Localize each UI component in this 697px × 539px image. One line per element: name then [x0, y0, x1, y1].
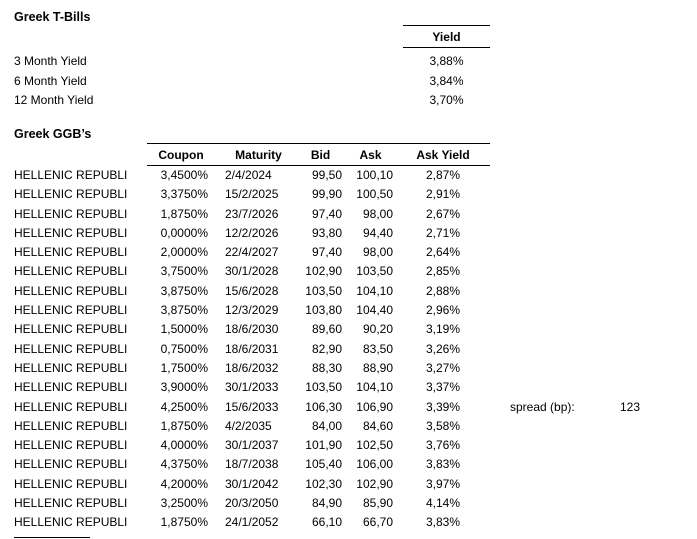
ggb-table-row — [14, 359, 490, 378]
ggb-cell-ask: 94,40 — [362, 225, 393, 240]
ggb-table-row — [14, 378, 490, 397]
ggb-cell-ask: 84,60 — [362, 418, 393, 433]
ggb-cell-coupon: 3,8750% — [160, 283, 208, 298]
ggb-cell-maturity: 15/6/2028 — [225, 283, 279, 298]
ggbs-section-title: Greek GGB’s — [14, 127, 92, 141]
ggb-cell-ask: 98,00 — [362, 206, 393, 221]
ggb-cell-ask-yield: 2,91% — [425, 187, 461, 202]
ggb-cell-maturity: 12/2/2026 — [225, 225, 279, 240]
ggb-table-row — [14, 224, 490, 243]
ggb-cell-ask: 66,70 — [362, 515, 393, 530]
ggb-cell-ask: 98,00 — [362, 245, 393, 260]
ggb-cell-name: HELLENIC REPUBLI — [14, 245, 128, 260]
ggb-cell-bid: 103,50 — [305, 380, 342, 395]
ggb-cell-coupon: 4,3750% — [160, 457, 208, 472]
ggb-cell-ask: 90,20 — [362, 322, 393, 337]
ggb-cell-ask: 83,50 — [362, 341, 393, 356]
ggb-cell-coupon: 3,3750% — [160, 187, 208, 202]
ggb-cell-coupon: 3,4500% — [160, 168, 208, 182]
ggb-cell-ask: 106,90 — [356, 399, 393, 414]
ggb-cell-name: HELLENIC REPUBLI — [14, 438, 128, 453]
ggb-cell-maturity: 23/7/2026 — [225, 206, 279, 221]
ggb-cell-coupon: 4,2000% — [160, 476, 208, 491]
ggb-table-row — [14, 243, 490, 262]
ggb-cell-maturity: 18/6/2031 — [225, 341, 279, 356]
ggb-cell-coupon: 1,8750% — [160, 418, 208, 433]
ggb-cell-maturity: 18/6/2032 — [225, 360, 279, 375]
ggb-table-row — [14, 301, 490, 320]
ggb-cell-name: HELLENIC REPUBLI — [14, 360, 128, 375]
ggb-cell-ask: 104,40 — [356, 303, 393, 318]
ggb-table-row — [14, 282, 490, 301]
tbill-row — [14, 52, 490, 72]
ggb-table-row — [14, 185, 490, 204]
ggb-cell-maturity: 22/4/2027 — [225, 245, 279, 260]
ggb-cell-name: HELLENIC REPUBLI — [14, 341, 128, 356]
ggb-cell-maturity: 30/1/2028 — [225, 264, 279, 279]
ggb-header-coupon: Coupon — [158, 147, 204, 162]
ggb-cell-ask: 104,10 — [356, 380, 393, 395]
ggb-table-row — [14, 166, 490, 185]
ggb-cell-name: HELLENIC REPUBLI — [14, 476, 128, 491]
ggb-table-row — [14, 205, 490, 224]
ggb-cell-ask-yield: 3,37% — [425, 380, 461, 395]
ggb-cell-bid: 93,80 — [311, 225, 342, 240]
ggb-cell-coupon: 3,8750% — [160, 303, 208, 318]
tbill-row-yield-value: 3,88% — [429, 54, 464, 68]
ggb-cell-ask: 88,90 — [362, 360, 393, 375]
ggb-cell-maturity: 2/4/2024 — [225, 168, 272, 182]
ggb-cell-bid: 105,40 — [305, 457, 342, 472]
ggb-cell-ask-yield: 2,64% — [425, 245, 461, 260]
ggb-cell-name: HELLENIC REPUBLI — [14, 264, 128, 279]
ggb-cell-name: HELLENIC REPUBLI — [14, 496, 128, 511]
ggb-cell-name: HELLENIC REPUBLI — [14, 457, 128, 472]
tbills-section-title: Greek T-Bills — [14, 10, 91, 24]
ggb-header-bid: Bid — [310, 147, 331, 162]
ggb-cell-bid: 103,50 — [305, 283, 342, 298]
ggb-cell-maturity: 18/7/2038 — [225, 457, 279, 472]
ggb-cell-ask-yield: 3,19% — [425, 322, 461, 337]
tbills-yield-header-label: Yield — [432, 29, 461, 44]
tbills-yield-column-header — [403, 25, 490, 48]
ggb-cell-ask: 102,50 — [356, 438, 393, 453]
ggb-cell-ask-yield: 3,27% — [425, 360, 461, 375]
ggb-cell-name: HELLENIC REPUBLI — [14, 322, 128, 337]
ggb-cell-ask-yield: 2,71% — [425, 225, 461, 240]
ggb-cell-name: HELLENIC REPUBLI — [14, 418, 128, 433]
ggb-table-row — [14, 262, 490, 281]
ggb-cell-coupon: 1,5000% — [160, 322, 208, 337]
ggb-cell-maturity: 15/2/2025 — [225, 187, 279, 202]
ggb-cell-maturity: 15/6/2033 — [225, 399, 279, 414]
ggb-cell-bid: 101,90 — [305, 438, 342, 453]
ggb-table-row — [14, 513, 490, 532]
tbill-row-label: 3 Month Yield — [14, 54, 87, 68]
tbill-row-yield-value: 3,70% — [429, 93, 464, 107]
ggb-cell-ask: 104,10 — [356, 283, 393, 298]
ggb-cell-ask: 103,50 — [356, 264, 393, 279]
ggb-header-ask-yield: Ask Yield — [416, 147, 470, 162]
ggb-cell-name: HELLENIC REPUBLI — [14, 399, 128, 414]
ggb-cell-ask-yield: 2,96% — [425, 303, 461, 318]
ggb-cell-ask: 85,90 — [362, 496, 393, 511]
ggb-cell-maturity: 30/1/2042 — [225, 476, 279, 491]
ggb-cell-maturity: 18/6/2030 — [225, 322, 279, 337]
ggb-cell-name: HELLENIC REPUBLI — [14, 187, 128, 202]
ggb-cell-maturity: 4/2/2035 — [225, 418, 272, 433]
ggb-cell-coupon: 0,7500% — [160, 341, 208, 356]
ggb-cell-maturity: 24/1/2052 — [225, 515, 279, 530]
ggb-cell-name: HELLENIC REPUBLI — [14, 283, 128, 298]
ggb-cell-coupon: 1,7500% — [160, 360, 208, 375]
ggb-cell-ask-yield: 2,85% — [425, 264, 461, 279]
ggb-cell-bid: 106,30 — [305, 399, 342, 414]
ggb-cell-ask: 100,50 — [356, 187, 393, 202]
tbill-row — [14, 72, 490, 92]
tbill-row-label: 12 Month Yield — [14, 93, 94, 107]
ggb-table-row — [14, 494, 490, 513]
tbill-row — [14, 91, 490, 111]
ggb-cell-ask-yield: 2,67% — [425, 206, 461, 221]
spread-label: spread (bp): — [510, 400, 575, 414]
ggb-table-row — [14, 455, 490, 474]
ggb-cell-name: HELLENIC REPUBLI — [14, 515, 128, 530]
ggb-cell-maturity: 12/3/2029 — [225, 303, 279, 318]
tbills-rows — [14, 52, 490, 111]
ggb-cell-coupon: 4,2500% — [160, 399, 208, 414]
ggb-cell-bid: 84,00 — [311, 418, 342, 433]
ggb-cell-ask: 100,10 — [356, 168, 393, 182]
spread-value: 123 — [619, 400, 640, 414]
ggb-cell-maturity: 20/3/2050 — [225, 496, 279, 511]
ggb-cell-ask-yield: 2,87% — [425, 168, 461, 182]
ggb-cell-bid: 89,60 — [311, 322, 342, 337]
ggb-cell-bid: 82,90 — [311, 341, 342, 356]
ggb-cell-name: HELLENIC REPUBLI — [14, 206, 128, 221]
ggb-table-row — [14, 475, 490, 494]
ggb-cell-coupon: 1,8750% — [160, 206, 208, 221]
ggb-cell-name: HELLENIC REPUBLI — [14, 303, 128, 318]
tbill-row-yield-value: 3,84% — [429, 73, 464, 88]
ggb-cell-bid: 66,10 — [311, 515, 342, 530]
ggb-cell-bid: 97,40 — [311, 206, 342, 221]
tbill-row-label: 6 Month Yield — [14, 73, 87, 88]
ggb-cell-bid: 102,30 — [305, 476, 342, 491]
bottom-partial-rule — [14, 537, 90, 538]
ggb-cell-ask-yield: 3,39% — [425, 399, 461, 414]
ggb-table-row — [14, 436, 490, 455]
ggb-cell-maturity: 30/1/2033 — [225, 380, 279, 395]
ggb-cell-name: HELLENIC REPUBLI — [14, 380, 128, 395]
ggb-table-header-row — [147, 143, 490, 166]
ggb-cell-coupon: 3,7500% — [160, 264, 208, 279]
ggb-cell-bid: 84,90 — [311, 496, 342, 511]
ggb-cell-ask-yield: 4,14% — [425, 496, 461, 511]
ggb-cell-ask: 106,00 — [356, 457, 393, 472]
ggb-cell-bid: 97,40 — [311, 245, 342, 260]
ggb-cell-coupon: 4,0000% — [160, 438, 208, 453]
ggb-table-row — [14, 398, 490, 417]
ggb-cell-coupon: 3,2500% — [160, 496, 208, 511]
ggb-cell-bid: 103,80 — [305, 303, 342, 318]
ggb-cell-ask-yield: 2,88% — [425, 283, 461, 298]
ggb-cell-name: HELLENIC REPUBLI — [14, 225, 128, 240]
ggb-cell-coupon: 2,0000% — [160, 245, 208, 260]
ggb-header-maturity: Maturity — [235, 147, 282, 162]
ggb-cell-name: HELLENIC REPUBLI — [14, 168, 128, 182]
ggb-cell-bid: 99,90 — [311, 187, 342, 202]
ggb-table-row — [14, 417, 490, 436]
ggb-cell-coupon: 3,9000% — [160, 380, 208, 395]
ggb-table-row — [14, 340, 490, 359]
ggb-header-ask: Ask — [359, 147, 382, 162]
ggb-cell-coupon: 1,8750% — [160, 515, 208, 530]
ggb-cell-ask-yield: 3,97% — [425, 476, 461, 491]
ggb-cell-ask: 102,90 — [356, 476, 393, 491]
ggb-table-body — [14, 166, 490, 533]
ggb-cell-maturity: 30/1/2037 — [225, 438, 279, 453]
ggb-cell-ask-yield: 3,83% — [425, 515, 461, 530]
ggb-cell-ask-yield: 3,58% — [425, 418, 461, 433]
ggb-cell-bid: 99,50 — [311, 168, 342, 182]
ggb-cell-bid: 102,90 — [305, 264, 342, 279]
ggb-cell-ask-yield: 3,76% — [425, 438, 461, 453]
ggb-cell-ask-yield: 3,83% — [425, 457, 461, 472]
ggb-cell-coupon: 0,0000% — [160, 225, 208, 240]
ggb-table-row — [14, 320, 490, 339]
ggb-cell-bid: 88,30 — [311, 360, 342, 375]
ggb-cell-ask-yield: 3,26% — [425, 341, 461, 356]
